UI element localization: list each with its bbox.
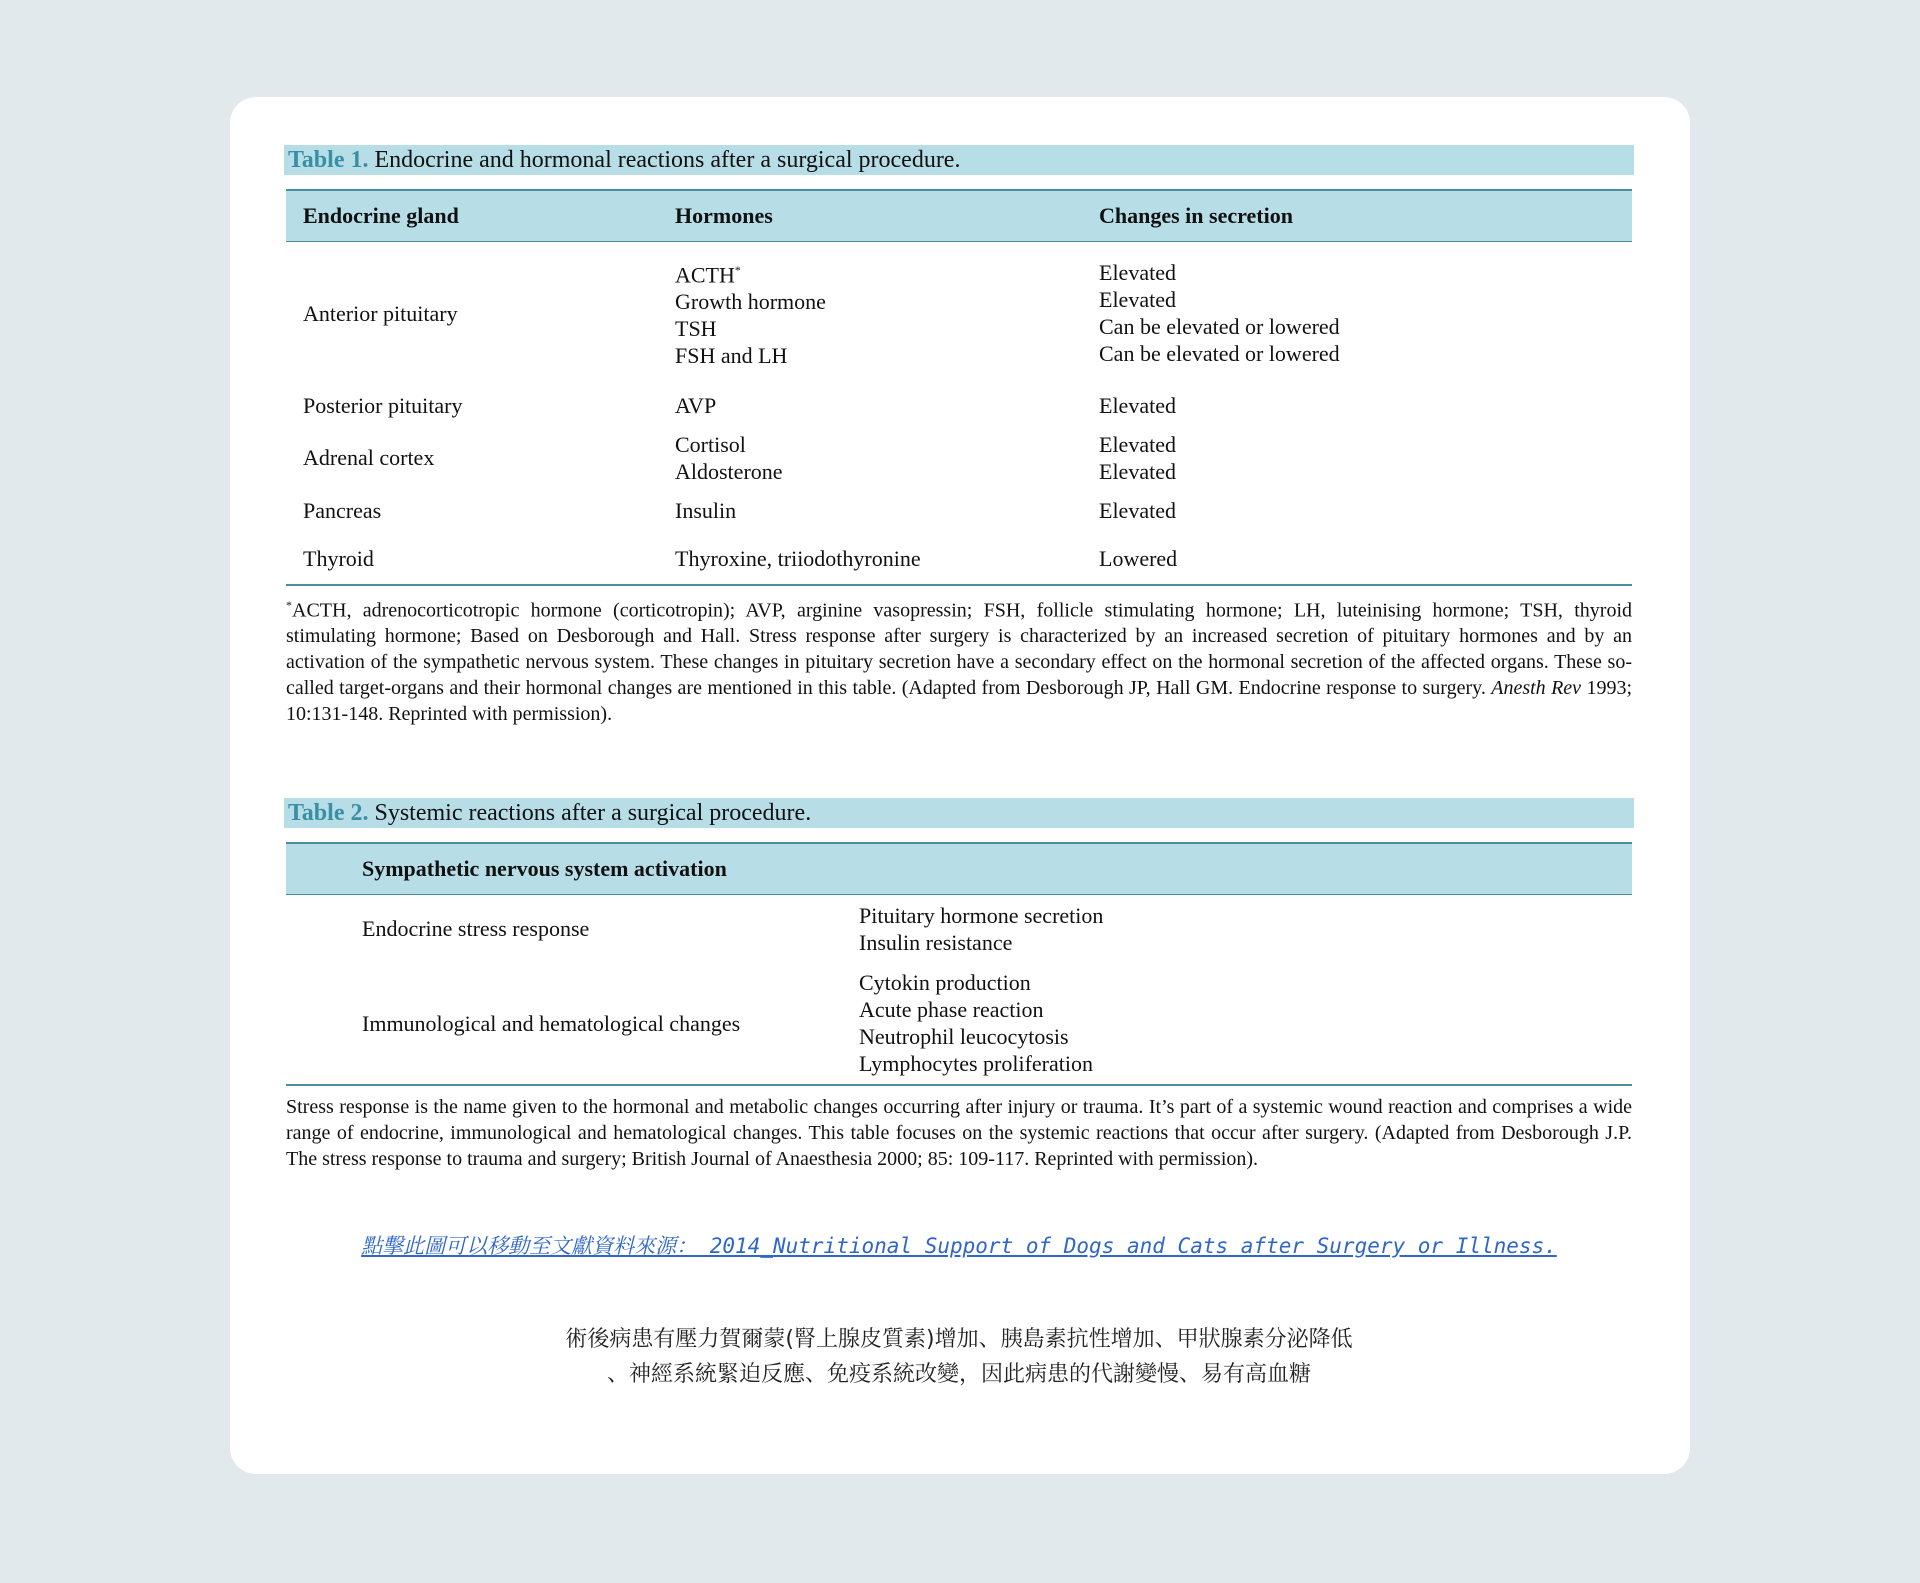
hormones-cell [675, 242, 1099, 385]
summary-line: 、神經系統緊迫反應、免疫系統改變，因此病患的代謝變慢、易有高血糖 [606, 1361, 1311, 1387]
hormone-item: Cortisol [675, 431, 746, 457]
changes-cell: Lowered [1099, 545, 1178, 571]
changes-cell [1099, 427, 1632, 489]
list-item: Neutrophil leucocytosis [859, 1024, 1069, 1050]
summary-line: 術後病患有壓力賀爾蒙(腎上腺皮質素)增加、胰島素抗性增加、甲狀腺素分泌降低 [565, 1326, 1353, 1352]
changes-cell: Elevated [1099, 498, 1176, 523]
hormone-item: Growth hormone [675, 289, 826, 315]
table1-footnote [286, 592, 1632, 728]
changes-cell [1099, 242, 1632, 385]
change-item: Elevated [1099, 458, 1176, 484]
table1-header-changes: Changes in secretion [1099, 190, 1632, 242]
table2-note: Stress response is the name given to the hormonal and metabolic changes occurring after injury or trauma. It’s part of a systemic wound reaction and comprises a wide range of endocrine, immunological and hematological changes. This table focuses on the systemic reactions that occur after surgery. (Adapted from Desborough J.P. The stress response to trauma and surgery; British Journal of Anaesthesia 2000; 85: 109-117. Reprinted with permission). [286, 1095, 1632, 1170]
hormones-cell: AVP [675, 393, 717, 418]
list-item: Insulin resistance [859, 929, 1013, 955]
content-inner [284, 145, 1634, 1392]
footnote-journal: Anesth Rev [1491, 677, 1582, 700]
table-row [286, 242, 1632, 385]
gland-cell: Thyroid [303, 545, 374, 571]
gland-cell: Anterior pituitary [303, 300, 458, 326]
table1-caption-text: Endocrine and hormonal reactions after a surgical procedure. [374, 147, 961, 173]
footnote-mark: * [286, 597, 292, 612]
table1-label: Table 1. [288, 147, 369, 173]
table2 [286, 842, 1632, 1086]
table2-header: Sympathetic nervous system activation [286, 843, 1632, 895]
change-item: Elevated [1099, 431, 1176, 457]
hormones-cell: Thyroxine, triiodothyronine [675, 545, 921, 571]
hormones-cell: Insulin [675, 498, 737, 523]
table2-caption [284, 798, 1634, 828]
table-row [286, 489, 1632, 533]
table-row [286, 533, 1632, 585]
change-item: Can be elevated or lowered [1099, 341, 1340, 367]
table1-header-gland: Endocrine gland [286, 190, 675, 242]
change-item: Can be elevated or lowered [1099, 314, 1340, 340]
summary-text [284, 1322, 1634, 1392]
list-item: Pituitary hormone secretion [859, 902, 1104, 928]
table1 [286, 189, 1632, 586]
table-row [286, 385, 1632, 427]
table-row [286, 427, 1632, 489]
gland-cell: Posterior pituitary [303, 393, 463, 418]
change-item: Elevated [1099, 260, 1176, 286]
table2-caption-text: Systemic reactions after a surgical procedure. [374, 800, 812, 827]
category-cell: Endocrine stress response [362, 916, 590, 942]
hormones-cell [675, 427, 1099, 489]
table2-label: Table 2. [288, 800, 369, 827]
table1-header-hormones: Hormones [675, 190, 1099, 242]
hormone-item: Aldosterone [675, 458, 783, 484]
gland-cell: Pancreas [303, 498, 382, 523]
list-item: Cytokin production [859, 970, 1031, 996]
table-row [286, 963, 1632, 1085]
items-cell [859, 895, 1632, 963]
hormone-item: FSH and LH [675, 343, 788, 369]
changes-cell: Elevated [1099, 393, 1176, 418]
hormone-item: ACTH* [675, 262, 741, 288]
table-row [286, 895, 1632, 963]
gland-cell: Adrenal cortex [303, 445, 435, 470]
change-item: Elevated [1099, 287, 1176, 313]
items-cell [859, 963, 1632, 1085]
source-link[interactable]: 點擊此圖可以移動至文獻資料來源： 2014_Nutritional Support of Dogs and Cats after Surgery or Illness. [361, 1233, 1557, 1258]
hormone-item: TSH [675, 316, 717, 342]
list-item: Acute phase reaction [859, 997, 1044, 1023]
list-item: Lymphocytes proliferation [859, 1051, 1093, 1077]
category-cell: Immunological and hematological changes [362, 1010, 741, 1036]
footnote-tail: 1993; 10:131-148. Reprinted with permission). [286, 677, 1633, 726]
table1-caption [284, 145, 1634, 175]
content-card [230, 97, 1690, 1474]
footnote-text: ACTH, adrenocorticotropic hormone (corticotropin); AVP, arginine vasopressin; FSH, follicle stimulating hormone; LH, luteinising hormone; TSH, thyroid stimulating hormone; Based on Desborough and Hall. Stress response after surgery is characterized by an increased secretion of pituitary hormones and by an activation of the sympathetic nervous system. These changes in pituitary secretion have a secondary effect on the hormonal secretion of the affected organs. These so-called target-organs and their hormonal changes are mentioned in this table. (Adapted from Desborough JP, Hall GM. Endocrine response to surgery. [286, 599, 1632, 700]
